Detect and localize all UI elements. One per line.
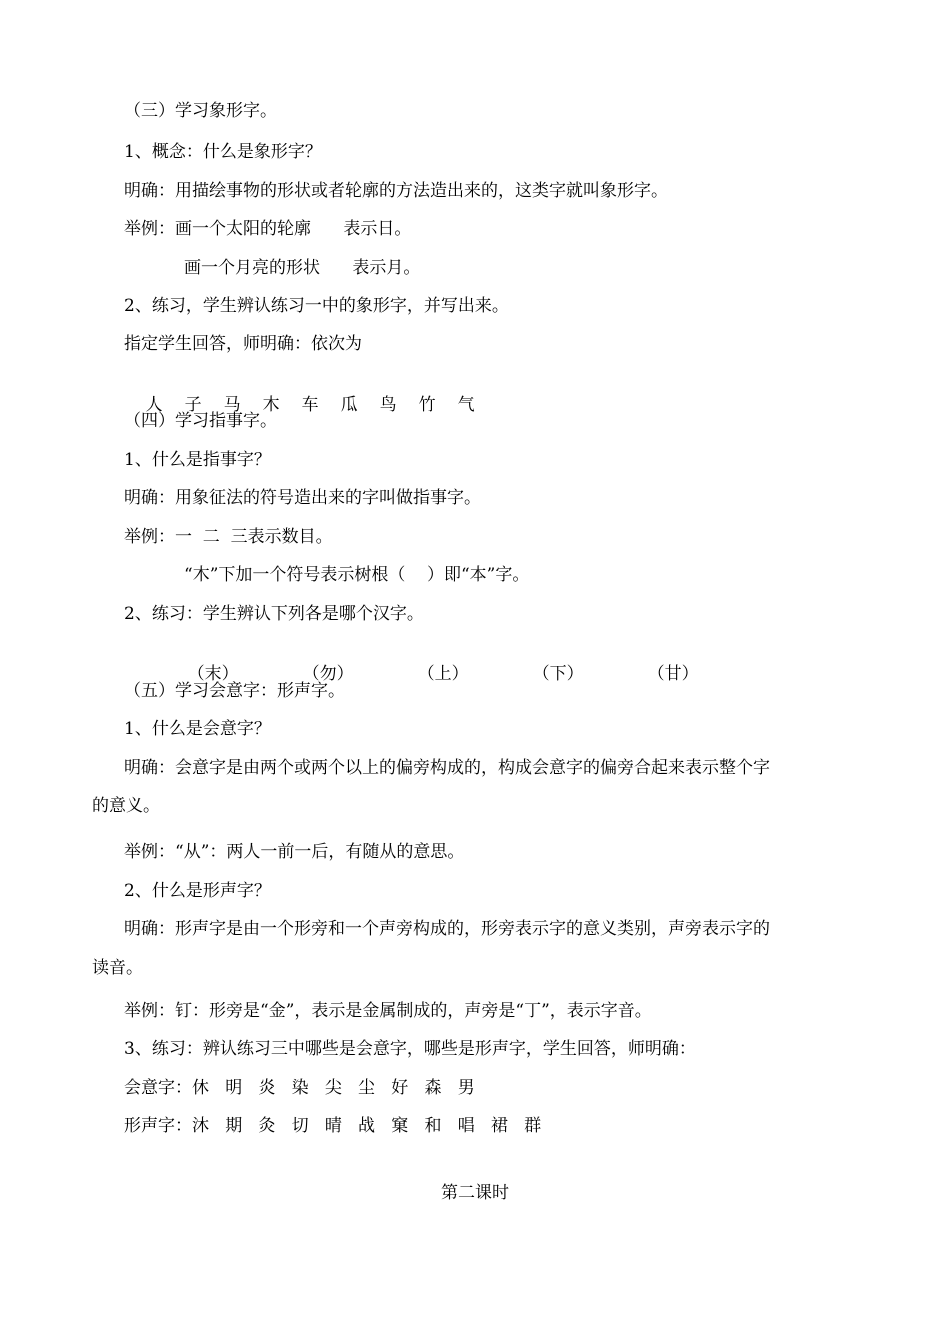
definition-compound-cont: 的意义。 bbox=[92, 796, 160, 816]
exercise-indicative: 2、练习：学生辨认下列各是哪个汉字。 bbox=[124, 604, 424, 624]
definition-indicative: 明确：用象征法的符号造出来的字叫做指事字。 bbox=[124, 488, 481, 508]
example-follow: 举例：“从”：两人一前一后，有随从的意思。 bbox=[124, 842, 465, 862]
definition-phonetic-cont: 读音。 bbox=[92, 958, 143, 978]
pictograph-char: 瓜 bbox=[340, 395, 358, 415]
option-item: （下） bbox=[532, 664, 584, 684]
definition-pictograph: 明确：用描绘事物的形状或者轮廓的方法造出来的，这类字就叫象形字。 bbox=[124, 181, 668, 201]
exercise-classify: 3、练习：辨认练习三中哪些是会意字，哪些是形声字，学生回答，师明确： bbox=[124, 1039, 696, 1059]
indicative-question: 1、什么是指事字？ bbox=[124, 450, 271, 470]
phonetic-char-list: 形声字：沐 期 灸 切 晴 战 窠 和 唱 裙 群 bbox=[124, 1116, 542, 1136]
pictograph-char: 人 bbox=[145, 395, 163, 415]
exercise-pictograph: 2、练习，学生辨认练习一中的象形字，并写出来。 bbox=[124, 296, 509, 316]
example-moon: 画一个月亮的形状 表示月。 bbox=[184, 258, 421, 278]
option-item: （甘） bbox=[647, 664, 699, 684]
pictograph-char: 车 bbox=[301, 395, 319, 415]
lesson-heading: 第二课时 bbox=[441, 1183, 509, 1203]
example-root: “木”下加一个符号表示树根（ ）即“本”字。 bbox=[184, 565, 530, 585]
example-sun: 举例：画一个太阳的轮廓 表示日。 bbox=[124, 219, 412, 239]
option-item: （末） bbox=[187, 664, 239, 684]
answer-intro: 指定学生回答，师明确：依次为 bbox=[124, 334, 362, 354]
option-item: （上） bbox=[417, 664, 469, 684]
example-nail: 举例：钉：形旁是“金”，表示是金属制成的，声旁是“丁”，表示字音。 bbox=[124, 1001, 652, 1021]
concept-question: 1、概念：什么是象形字？ bbox=[124, 142, 322, 162]
compound-question: 1、什么是会意字？ bbox=[124, 719, 271, 739]
pictograph-char: 马 bbox=[223, 395, 241, 415]
example-numbers: 举例：一 二 三表示数目。 bbox=[124, 527, 333, 547]
option-item: （勿） bbox=[302, 664, 354, 684]
compound-char-list: 会意字：休 明 炎 染 尖 尘 好 森 男 bbox=[124, 1078, 475, 1098]
pictograph-char: 木 bbox=[262, 395, 280, 415]
pictograph-char: 气 bbox=[457, 395, 475, 415]
definition-compound: 明确：会意字是由两个或两个以上的偏旁构成的，构成会意字的偏旁合起来表示整个字 bbox=[124, 758, 770, 778]
phonetic-question: 2、什么是形声字？ bbox=[124, 881, 271, 901]
pictograph-char: 竹 bbox=[418, 395, 436, 415]
pictograph-char: 鸟 bbox=[379, 395, 397, 415]
definition-phonetic: 明确：形声字是由一个形旁和一个声旁构成的，形旁表示字的意义类别，声旁表示字的 bbox=[124, 919, 770, 939]
section-heading-indicative: （四）学习指事字。 bbox=[124, 411, 277, 431]
section-heading-compound: （五）学习会意字：形声字。 bbox=[124, 681, 345, 701]
pictograph-char: 子 bbox=[184, 395, 202, 415]
section-heading-pictograph: （三）学习象形字。 bbox=[124, 101, 277, 121]
